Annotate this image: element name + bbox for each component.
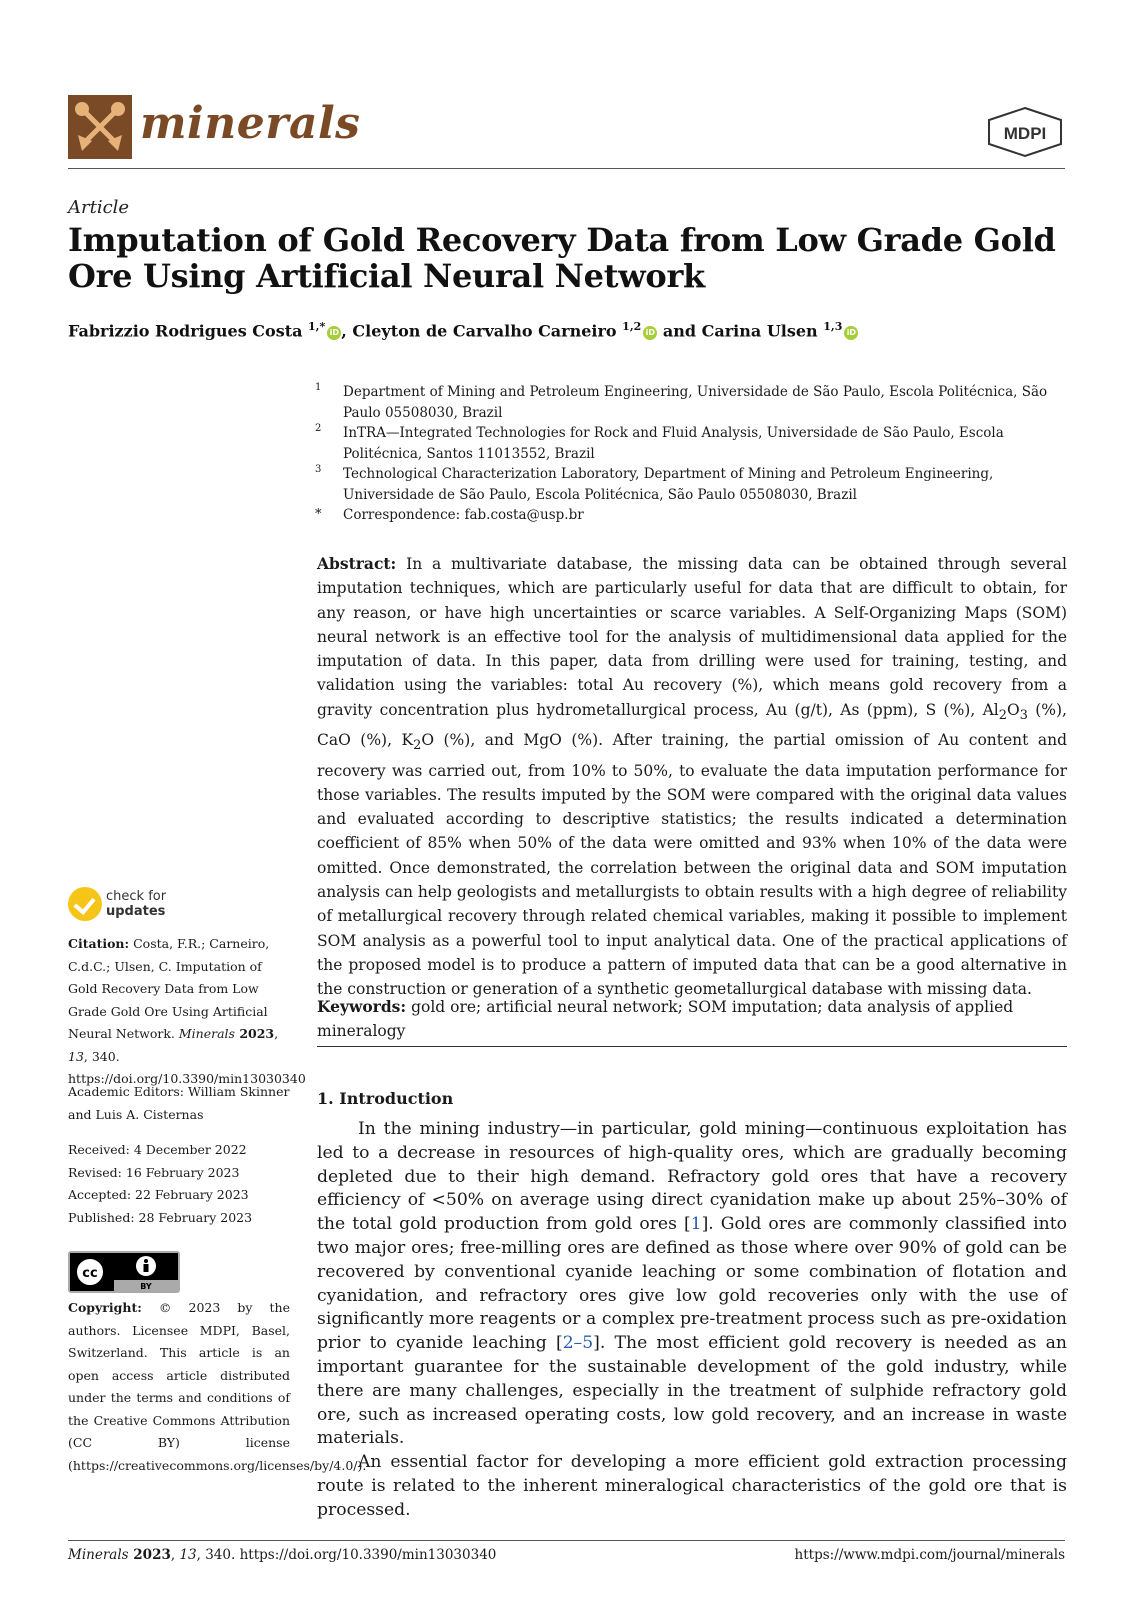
section-divider xyxy=(317,1046,1067,1047)
affiliation-mark: 2 xyxy=(315,423,322,434)
paragraph-text: ]. Gold ores are commonly classified into two major ores; free-milling ores are defined as those where over 90% of gold can be recovered by conventional cyanide leaching or some combination of flotation and cyanidation, and refractory ores give low gold recoveries only with the use of significantly more reagents or a complex pre-treatment process such as pre-oxidation prior to cyanide leaching [ xyxy=(317,1214,1067,1354)
citation-text: Costa, F.R.; Carneiro, C.d.C.; Ulsen, C. Imputation of Gold Recovery Data from Low Grade Gold Ore Using Artificial Neural Network. xyxy=(68,936,270,1041)
keywords-label: Keywords: xyxy=(317,997,407,1016)
checkmark-icon xyxy=(68,887,102,921)
affiliation-text: InTRA—Integrated Technologies for Rock and Fluid Analysis, Universidade de São Paulo, Escola Politécnica, Santos 11013552, Brazil xyxy=(343,425,1004,462)
author-name[interactable]: Fabrizzio Rodrigues Costa xyxy=(68,321,303,341)
abstract-subscript: 3 xyxy=(1019,707,1028,723)
section-heading: 1. Introduction xyxy=(317,1089,454,1108)
orcid-icon[interactable]: iD xyxy=(844,326,858,340)
affiliation-item xyxy=(315,382,1070,423)
mdpi-logo-icon xyxy=(985,106,1065,158)
footer-citation xyxy=(68,1547,496,1563)
footer-journal-url[interactable]: https://www.mdpi.com/journal/minerals xyxy=(794,1547,1065,1563)
citation-volume: 13 xyxy=(68,1048,84,1064)
affiliation-mark: 3 xyxy=(315,464,322,475)
copyright-text: © 2023 by the authors. Licensee MDPI, Basel, Switzerland. This article is an open access article distributed under the terms and conditions of the Creative Commons Attribution (CC BY) license (https://creativecommons.org/licenses/by/4.0/). xyxy=(68,1300,367,1473)
abstract-subscript: 2 xyxy=(413,738,422,754)
keywords xyxy=(317,995,1067,1043)
citation-text: , xyxy=(274,1026,279,1041)
orcid-icon[interactable]: iD xyxy=(643,326,657,340)
article-type: Article xyxy=(68,197,130,218)
citation-doi[interactable]: , 340. https://doi.org/10.3390/min13030340 xyxy=(68,1048,306,1086)
journal-logo-icon xyxy=(68,95,132,159)
paragraph xyxy=(317,1118,1067,1451)
footer-doi[interactable]: , 340. https://doi.org/10.3390/min13030340 xyxy=(196,1547,497,1563)
author-name[interactable]: Cleyton de Carvalho Carneiro xyxy=(352,321,617,341)
author-name[interactable]: Carina Ulsen xyxy=(701,321,818,341)
paragraph-text: In the mining industry—in particular, gold mining—continuous exploitation has led to a decrease in resources of high-quality ores, which are gradually becoming depleted due to their high demand. Refractory gold ores that have a recovery efficiency of <50% on average using direct cyanidation make up about 25%–30% of the total gold production from gold ores [ xyxy=(317,1119,1067,1235)
keywords-text: gold ore; artificial neural network; SOM imputation; data analysis of applied mineralogy xyxy=(317,998,1014,1040)
citation-label: Citation: xyxy=(68,936,130,951)
affiliation-mark: 1 xyxy=(315,382,322,393)
citation-journal: Minerals xyxy=(178,1026,235,1041)
article-title: Imputation of Gold Recovery Data from Low Grade Gold Ore Using Artificial Neural Network xyxy=(68,221,1056,295)
copyright-label: Copyright: xyxy=(68,1300,142,1315)
journal-name: minerals xyxy=(140,98,361,149)
footer-volume: 13 xyxy=(179,1547,197,1563)
author-affiliation-mark: 1,2 xyxy=(622,320,642,333)
footer-year: 2023 xyxy=(128,1547,171,1563)
cc-by-license-icon[interactable] xyxy=(68,1251,180,1293)
accepted-date: Accepted: 22 February 2023 xyxy=(68,1187,249,1202)
cc-badge-left: cc xyxy=(82,1266,98,1281)
check-updates-line2: updates xyxy=(106,904,166,919)
footer-text: , xyxy=(170,1547,180,1563)
received-date: Received: 4 December 2022 xyxy=(68,1142,247,1157)
correspondence-mark: * xyxy=(315,507,322,522)
correspondence-text[interactable]: Correspondence: fab.costa@usp.br xyxy=(343,507,584,523)
introduction-body xyxy=(317,1118,1067,1523)
check-updates-line1: check for xyxy=(106,889,167,904)
abstract xyxy=(317,552,1067,1002)
abstract-text: O (%), and MgO (%). After training, the partial omission of Au content and recovery was carried out, from 10% to 50%, to evaluate the data imputation performance for those variables. The results imputed by the SOM were compared with the original data values and evaluated according to descriptive statistics; the results indicated a determination coefficient of 85% when 50% of the data were omitted and 93% when 10% of the data were omitted. Once demonstrated, the correlation between the original data and SOM imputation analysis can help geologists and metallurgists to obtain results with a high degree of reliability of metallurgical recovery through related chemical variables, making it possible to implement SOM analysis as a powerful tool to input analytical data. One of the practical applications of the proposed model is to produce a pattern of imputed data that can be a good alternative in the construction or generation of a synthetic geometallurgical database with missing data. xyxy=(317,731,1067,999)
header-divider xyxy=(68,168,1065,169)
correspondence-item xyxy=(315,505,1070,526)
affiliations xyxy=(315,382,1070,526)
affiliation-text: Department of Mining and Petroleum Engineering, Universidade de São Paulo, Escola Politécnica, São Paulo 05508030, Brazil xyxy=(343,384,1048,421)
affiliation-item xyxy=(315,464,1070,505)
orcid-icon[interactable]: iD xyxy=(327,326,341,340)
author-affiliation-mark: 1,3 xyxy=(823,320,843,333)
author-separator: , xyxy=(341,321,353,341)
citation-year: 2023 xyxy=(234,1026,275,1041)
cc-badge-right: BY xyxy=(140,1282,152,1291)
abstract-subscript: 2 xyxy=(998,707,1007,723)
footer-divider xyxy=(68,1540,1065,1541)
abstract-text: In a multivariate database, the missing data can be obtained through several imputation techniques, which are particularly useful for data that are difficult to obtain, for any reason, or have high uncertainties or scarce variables. A Self-Organizing Maps (SOM) neural network is an effective tool for the analysis of multidimensional data applied for the imputation of data. In this paper, data from drilling were used for training, testing, and validation using the variables: total Au recovery (%), which means gold recovery from a gravity concentration plus hydrometallurgical process, Au (g/t), As (ppm), S (%), Al xyxy=(317,555,1067,719)
paragraph: An essential factor for developing a more efficient gold extraction processing route is related to the inherent mineralogical characteristics of the gold ore that is processed. xyxy=(317,1452,1067,1520)
revised-date: Revised: 16 February 2023 xyxy=(68,1164,240,1180)
abstract-text: O xyxy=(1006,700,1020,719)
citation-link[interactable]: 2–5 xyxy=(562,1333,594,1354)
affiliation-text: Technological Characterization Laboratory, Department of Mining and Petroleum Engineering, Universidade de São Paulo, Escola Politécnica, São Paulo 05508030, Brazil xyxy=(343,466,994,503)
academic-editors: Academic Editors: William Skinner and Luis A. Cisternas xyxy=(68,1084,290,1122)
author-separator: and xyxy=(657,321,702,341)
citation-block xyxy=(68,933,306,1091)
copyright-block xyxy=(68,1297,367,1477)
published-date: Published: 28 February 2023 xyxy=(68,1209,253,1225)
article-dates xyxy=(68,1139,290,1229)
abstract-text: (%), CaO (%), K xyxy=(317,700,1067,750)
check-for-updates-button[interactable] xyxy=(68,887,188,925)
citation-link[interactable]: 1 xyxy=(690,1214,702,1235)
paragraph-text: ]. The most efficient gold recovery is needed as an important guarantee for the sustainable development of the gold industry, while there are many challenges, especially in the treatment of sulphide refractory gold ore, such as increased operating costs, low gold recovery, and an increase in waste materials. xyxy=(317,1333,1067,1449)
abstract-label: Abstract: xyxy=(317,554,397,573)
author-list xyxy=(68,320,858,340)
publisher-name: MDPI xyxy=(1003,124,1047,143)
affiliation-item xyxy=(315,423,1070,464)
author-affiliation-mark: 1,* xyxy=(308,320,326,333)
footer-journal: Minerals xyxy=(68,1547,129,1563)
